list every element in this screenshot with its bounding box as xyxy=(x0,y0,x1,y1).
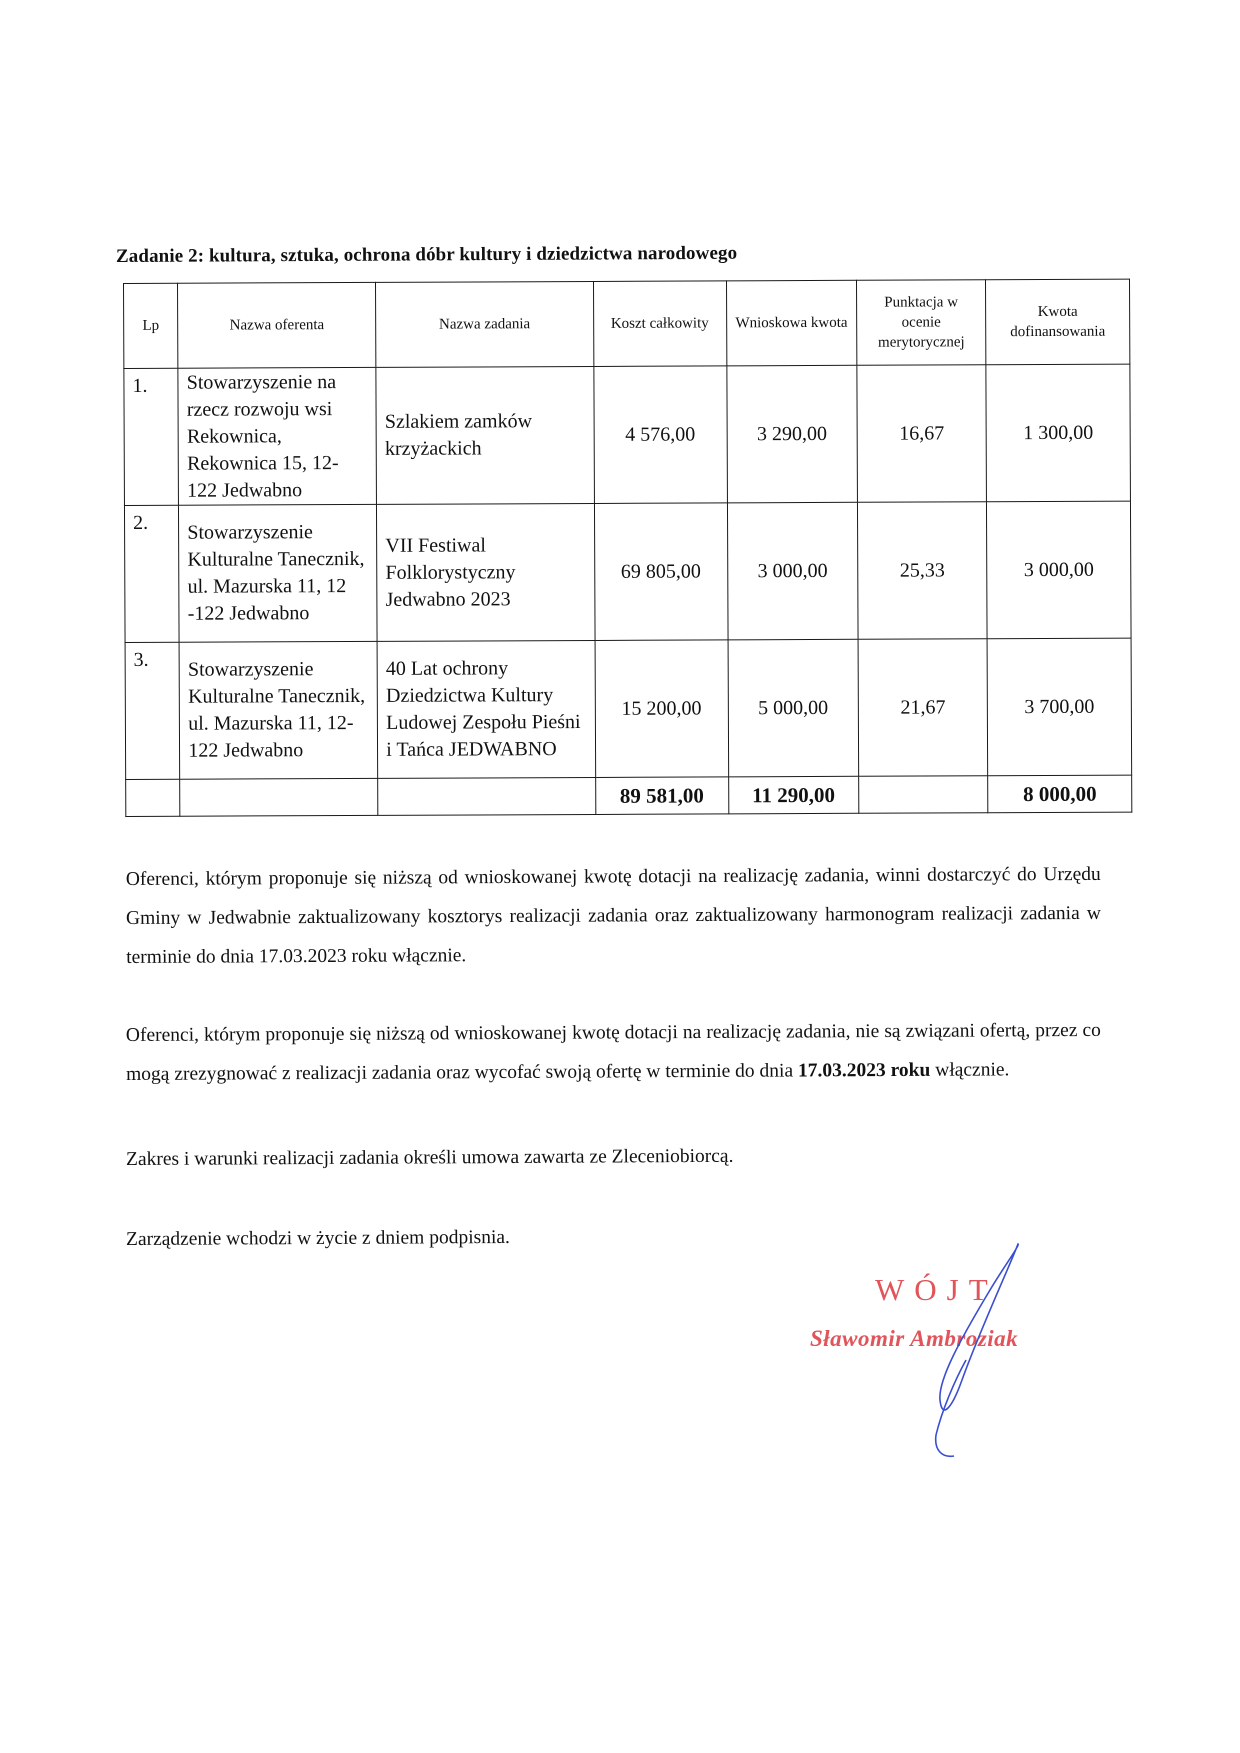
stamp-title: WÓJT xyxy=(875,1272,998,1307)
header-punktacja: Punktacja w ocenie merytorycznej xyxy=(857,280,986,366)
header-zadanie: Nazwa zadania xyxy=(376,281,594,367)
grants-table xyxy=(123,279,1132,817)
table-row xyxy=(124,364,1131,505)
cell-dofinansowanie: 1 300,00 xyxy=(986,364,1131,502)
cell-oferent: Stowarzyszenie Kulturalne Tanecznik, ul. Mazurska 11, 12 -122 Jedwabno xyxy=(179,504,378,642)
header-dofinansowanie: Kwota dofinansowania xyxy=(986,279,1130,365)
paragraph-withdrawal-end: włącznie. xyxy=(930,1059,1010,1081)
handwritten-signature-icon xyxy=(870,1240,1030,1460)
header-wnioskowana: Wnioskowa kwota xyxy=(726,280,857,366)
cell-oferent: Stowarzyszenie Kulturalne Tanecznik, ul. Mazurska 11, 12-122 Jedwabno xyxy=(179,641,378,779)
cell-wnioskowana: 3 290,00 xyxy=(726,365,857,503)
cell-lp: 2. xyxy=(124,505,179,642)
cell-zadanie: Szlakiem zamków krzyżackich xyxy=(376,366,594,504)
stamp-name: Sławomir Ambroziak xyxy=(810,1326,1019,1351)
cell-empty xyxy=(180,778,378,816)
total-dofinansowanie: 8 000,00 xyxy=(988,775,1132,813)
cell-dofinansowanie: 3 700,00 xyxy=(987,638,1132,776)
header-lp: Lp xyxy=(124,283,179,368)
deadline-date: 17.03.2023 roku xyxy=(797,1059,931,1082)
total-wnioskowana: 11 290,00 xyxy=(728,776,859,814)
paragraph-contract-terms: Zakres i warunki realizacji zadania określi umowa zawarta ze Zleceniobiorcą. xyxy=(125,1145,734,1170)
paragraph-effective-date: Zarządzenie wchodzi w życie z dniem podpisnia. xyxy=(125,1226,510,1250)
cell-lp: 1. xyxy=(124,368,179,505)
paragraph-withdrawal-text: Oferenci, którym proponuje się niższą od wnioskowanej kwotę dotacji na realizację zadania, nie są związani ofertą, przez co mogą zrezygnować z realizacji zadania oraz wycofać swoją ofertę w terminie do dnia xyxy=(125,1019,1101,1085)
table-row xyxy=(125,638,1132,779)
section-title: Zadanie 2: kultura, sztuka, ochrona dóbr kultury i dziedzictwa narodowego xyxy=(115,242,738,267)
cell-empty xyxy=(859,776,988,814)
cell-koszt: 15 200,00 xyxy=(595,640,729,778)
totals-row xyxy=(126,775,1132,816)
cell-empty xyxy=(378,777,596,815)
header-oferent: Nazwa oferenta xyxy=(178,282,376,368)
cell-oferent: Stowarzyszenie na rzecz rozwoju wsi Rekownica, Rekownica 15, 12-122 Jedwabno xyxy=(178,367,377,505)
cell-punktacja: 16,67 xyxy=(857,365,987,503)
cell-empty xyxy=(126,779,180,816)
table-row xyxy=(124,501,1131,642)
cell-zadanie: 40 Lat ochrony Dziedzictwa Kultury Ludowej Zespołu Pieśni i Tańca JEDWABNO xyxy=(377,640,595,778)
cell-lp: 3. xyxy=(125,642,180,779)
cell-koszt: 4 576,00 xyxy=(594,366,728,504)
cell-punktacja: 21,67 xyxy=(858,639,988,777)
cell-koszt: 69 805,00 xyxy=(594,503,728,641)
paragraph-withdrawal xyxy=(126,1011,1101,1094)
cell-punktacja: 25,33 xyxy=(857,502,987,640)
header-koszt: Koszt całkowity xyxy=(593,281,726,367)
paragraph-update-requirement: Oferenci, którym proponuje się niższą od wnioskowanej kwotę dotacji na realizację zadania, winni dostarczyć do Urzędu Gminy w Jedwabnie zaktualizowany kosztorys realizacji zadania oraz zaktualizowany harmonogram realizacji zadania w terminie do dnia 17.03.2023 roku włącznie. xyxy=(125,863,1102,968)
table-header-row xyxy=(124,279,1130,368)
cell-wnioskowana: 5 000,00 xyxy=(728,639,859,777)
cell-zadanie: VII Festiwal Folklorystyczny Jedwabno 2023 xyxy=(377,503,595,641)
total-koszt: 89 581,00 xyxy=(595,777,728,815)
cell-dofinansowanie: 3 000,00 xyxy=(987,501,1132,639)
cell-wnioskowana: 3 000,00 xyxy=(727,502,858,640)
